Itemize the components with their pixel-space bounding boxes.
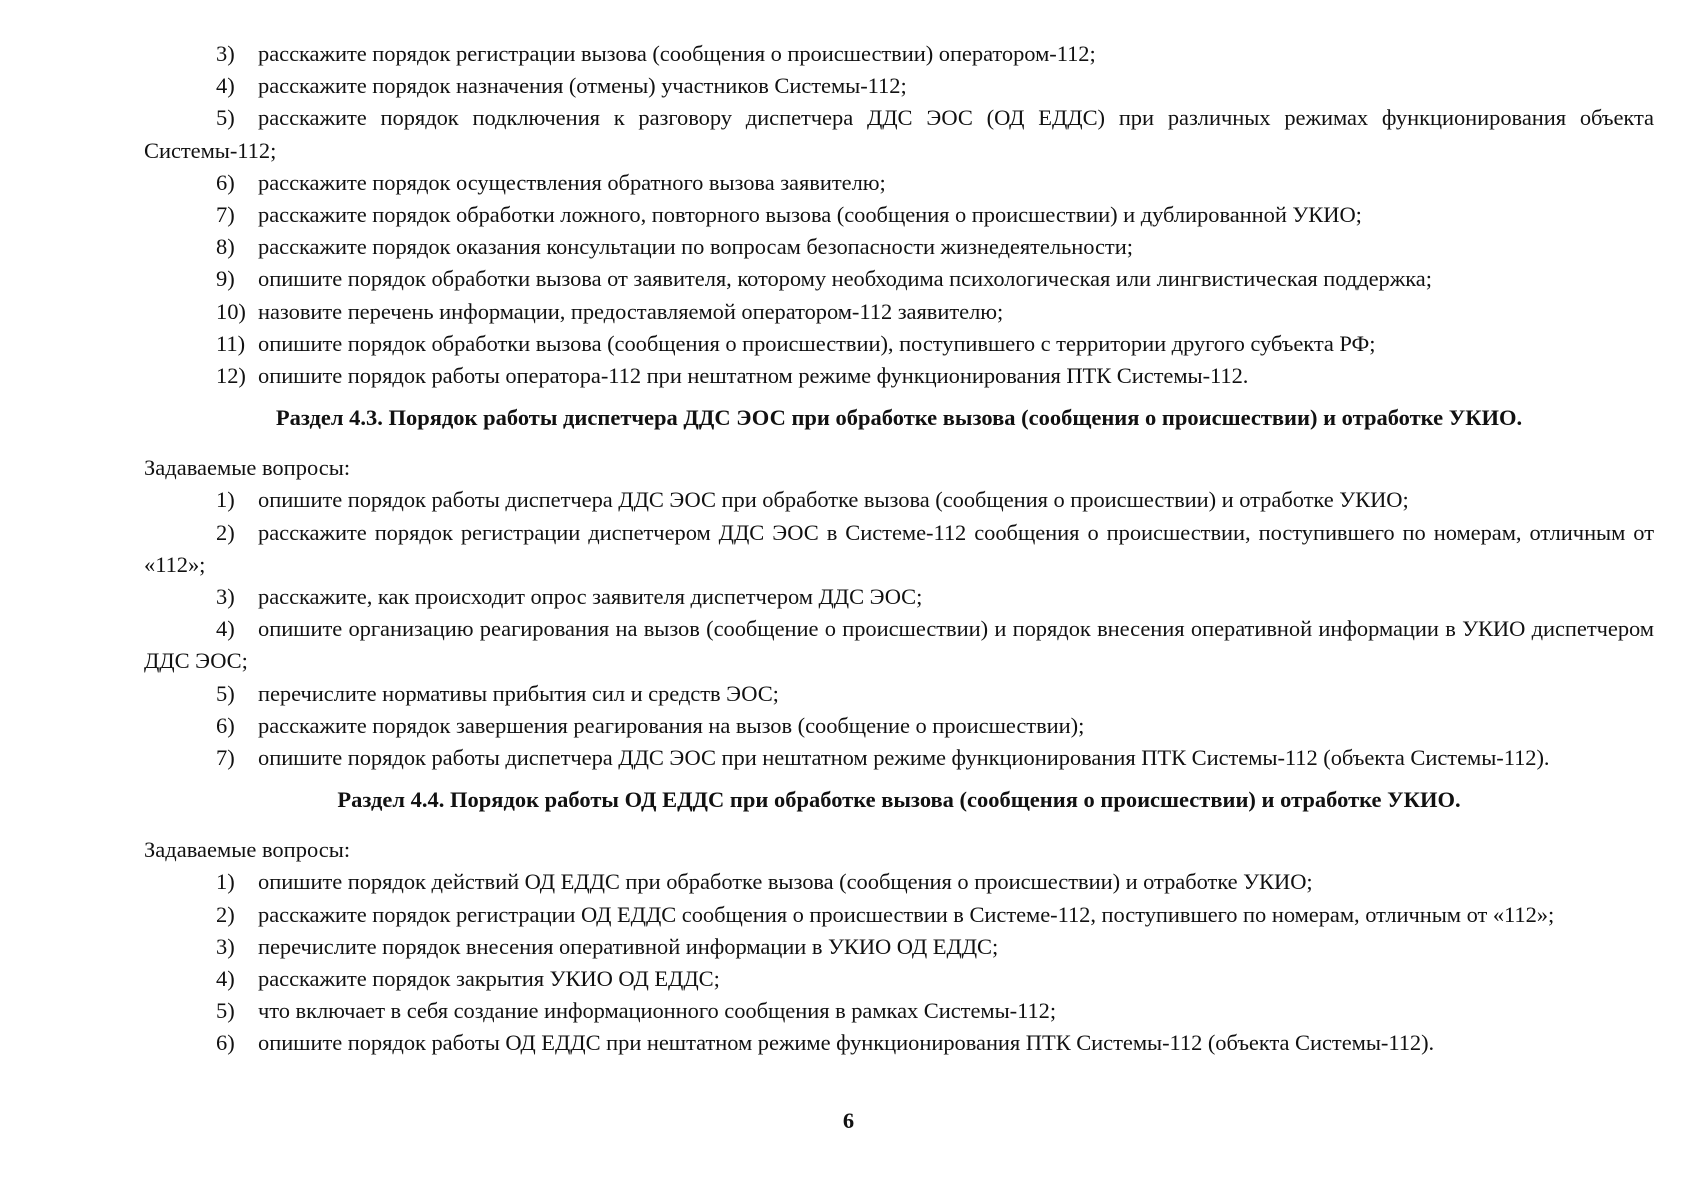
item-text: расскажите порядок оказания консультации по вопросам безопасности жизнедеятельности; (258, 234, 1133, 260)
item-number: 4) (216, 616, 235, 642)
list-item (144, 517, 1654, 581)
list-item (144, 199, 1654, 231)
item-text: расскажите, как происходит опрос заявителя диспетчером ДДС ЭОС; (258, 584, 923, 610)
item-number: 4) (216, 73, 235, 99)
item-number: 7) (216, 202, 235, 228)
item-text: перечислите нормативы прибытия сил и средств ЭОС; (258, 680, 779, 706)
questions-intro: Задаваемые вопросы: (144, 837, 351, 863)
item-number: 2) (216, 519, 235, 545)
questions-intro: Задаваемые вопросы: (144, 455, 351, 481)
item-number: 9) (216, 266, 235, 292)
item-number: 7) (216, 745, 235, 771)
item-text: опишите порядок работы оператора-112 при нештатном режиме функционирования ПТК Системы-112. (258, 363, 1249, 389)
item-text: расскажите порядок осуществления обратного вызова заявителю; (258, 169, 886, 195)
item-number: 11) (216, 330, 246, 356)
item-number: 1) (216, 869, 235, 895)
item-number: 12) (216, 363, 246, 389)
list-item (144, 263, 1654, 295)
list-item (144, 710, 1654, 742)
section-heading-4-4: Раздел 4.4. Порядок работы ОД ЕДДС при обработке вызова (сообщения о происшествии) и отработке УКИО. (337, 787, 1461, 813)
question-list-continued (144, 38, 1654, 392)
list-item (144, 231, 1654, 263)
list-item (144, 167, 1654, 199)
item-text: назовите перечень информации, предоставляемой оператором-112 заявителю; (258, 298, 1004, 324)
item-text: расскажите порядок регистрации ОД ЕДДС сообщения о происшествии в Системе-112, поступившего по номерам, отличным от «112»; (258, 901, 1555, 927)
section-heading-4-3: Раздел 4.3. Порядок работы диспетчера ДДС ЭОС при обработке вызова (сообщения о происшествии) и отработке УКИО. (275, 405, 1523, 431)
item-number: 5) (216, 105, 235, 131)
item-text: расскажите порядок назначения (отмены) участников Системы-112; (258, 73, 907, 99)
item-text: что включает в себя создание информационного сообщения в рамках Системы-112; (258, 998, 1057, 1024)
list-item (144, 678, 1654, 710)
list-item (144, 931, 1654, 963)
question-list-4-3 (144, 484, 1654, 774)
item-text: расскажите порядок завершения реагирования на вызов (сообщение о происшествии); (258, 712, 1085, 738)
item-number: 4) (216, 966, 235, 992)
item-number: 5) (216, 680, 235, 706)
item-text: расскажите порядок закрытия УКИО ОД ЕДДС; (258, 966, 720, 992)
list-item (144, 328, 1654, 360)
list-item (144, 866, 1654, 898)
list-item (144, 613, 1654, 677)
item-number: 8) (216, 234, 235, 260)
item-text: расскажите порядок регистрации вызова (сообщения о происшествии) оператором-112; (258, 41, 1096, 66)
list-item (144, 995, 1654, 1027)
item-text: перечислите порядок внесения оперативной информации в УКИО ОД ЕДДС; (258, 933, 999, 959)
list-item (144, 581, 1654, 613)
item-number: 2) (216, 901, 235, 927)
item-number: 3) (216, 41, 235, 66)
page-number: 6 (842, 1108, 855, 1133)
item-text: опишите организацию реагирования на вызов (сообщение о происшествии) и порядок внесения оперативной информации в УКИО диспетчером ДДС ЭОС; (144, 616, 1654, 674)
list-item (144, 360, 1654, 392)
list-item (144, 296, 1654, 328)
item-number: 6) (216, 1030, 235, 1056)
list-item (144, 102, 1654, 166)
item-number: 3) (216, 933, 235, 959)
item-text: опишите порядок обработки вызова от заявителя, которому необходима психологическая или лингвистическая поддержка; (258, 266, 1432, 292)
page-content (144, 38, 1654, 1060)
item-number: 6) (216, 169, 235, 195)
list-item (144, 963, 1654, 995)
list-item (144, 1027, 1654, 1059)
item-number: 6) (216, 712, 235, 738)
list-item (144, 38, 1654, 70)
list-item (144, 742, 1654, 774)
item-number: 5) (216, 998, 235, 1024)
item-text: опишите порядок работы диспетчера ДДС ЭОС при нештатном режиме функционирования ПТК Системы-112 (объекта Системы-112). (258, 745, 1550, 771)
item-text: опишите порядок работы диспетчера ДДС ЭОС при обработке вызова (сообщения о происшествии) и отработке УКИО; (258, 487, 1409, 513)
item-text: опишите порядок работы ОД ЕДДС при нештатном режиме функционирования ПТК Системы-112 (объекта Системы-112). (258, 1030, 1435, 1056)
item-number: 1) (216, 487, 235, 513)
item-number: 3) (216, 584, 235, 610)
item-text: опишите порядок обработки вызова (сообщения о происшествии), поступившего с территории другого субъекта РФ; (258, 330, 1376, 356)
list-item (144, 70, 1654, 102)
item-text: расскажите порядок регистрации диспетчером ДДС ЭОС в Системе-112 сообщения о происшествии, поступившего по номерам, отличным от «112»; (144, 519, 1654, 577)
list-item (144, 484, 1654, 516)
item-text: расскажите порядок подключения к разговору диспетчера ДДС ЭОС (ОД ЕДДС) при различных режимах функционирования объекта Системы-112; (144, 105, 1654, 163)
item-text: расскажите порядок обработки ложного, повторного вызова (сообщения о происшествии) и дублированной УКИО; (258, 202, 1362, 228)
list-item (144, 899, 1654, 931)
question-list-4-4 (144, 866, 1654, 1059)
item-number: 10) (216, 298, 246, 324)
item-text: опишите порядок действий ОД ЕДДС при обработке вызова (сообщения о происшествии) и отработке УКИО; (258, 869, 1313, 895)
